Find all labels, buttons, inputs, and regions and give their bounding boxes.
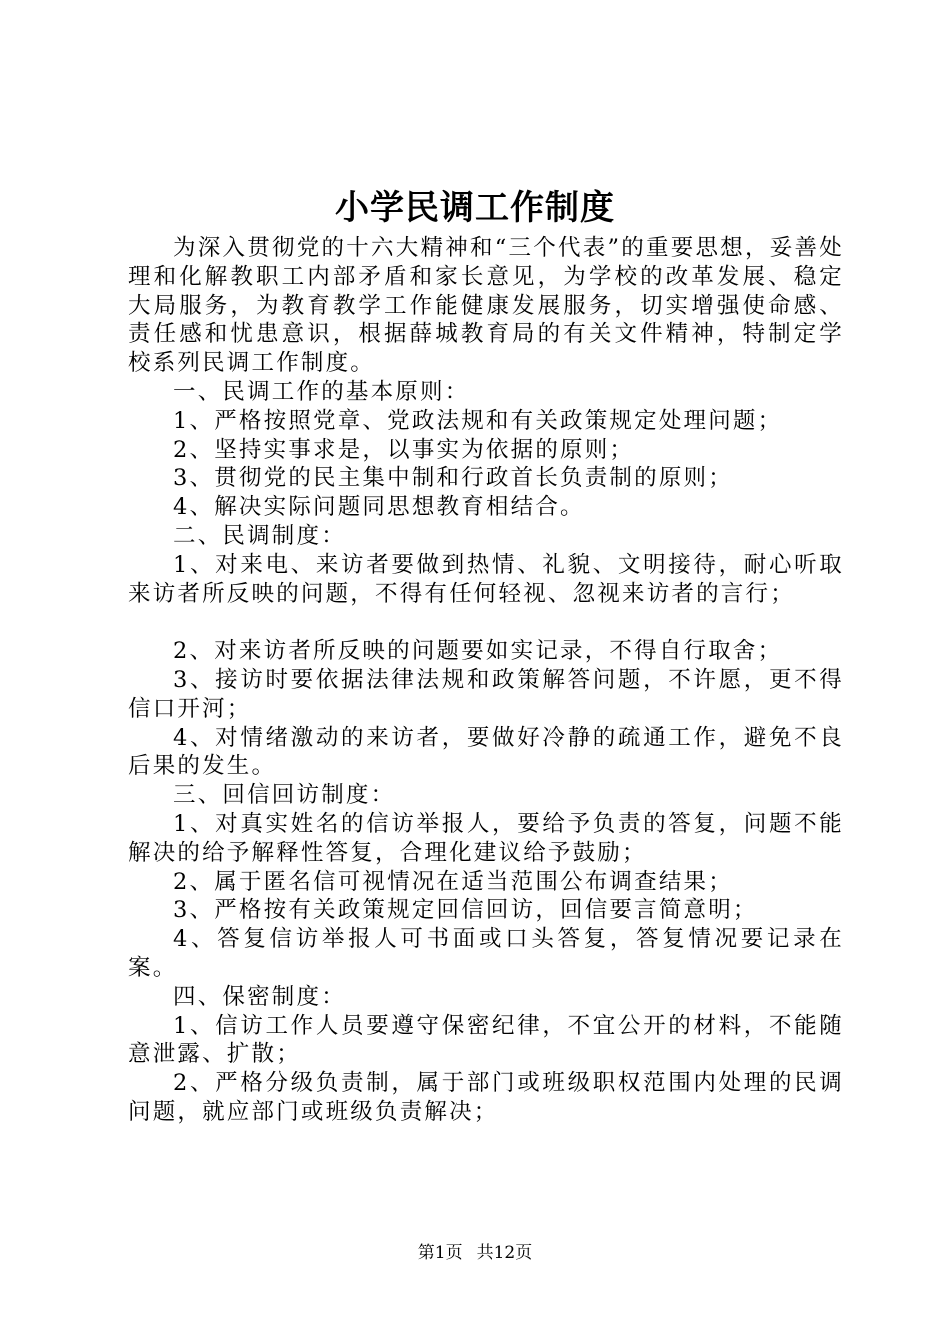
list-item: 4、解决实际问题同思想教育相结合。 [173, 494, 585, 521]
heading-section-2: 二、民调制度： [173, 522, 346, 549]
page-number: 第1页 [417, 1243, 463, 1263]
heading-section-4: 四、保密制度： [173, 983, 346, 1010]
list-item: 2、坚持实事求是，以事实为依据的原则； [173, 436, 635, 463]
blank-line [128, 608, 844, 637]
list-item: 2、对来访者所反映的问题要如实记录，不得自行取舍； [173, 638, 783, 665]
document-body [128, 234, 844, 1127]
document-title: 小学民调工作制度 [335, 188, 615, 228]
page-total: 共12页 [476, 1243, 533, 1263]
list-item: 3、贯彻党的民主集中制和行政首长负责制的原则； [173, 465, 733, 492]
list-item: 3、接访时要依据法律法规和政策解答问题，不许愿，更不得信口开河； [128, 666, 844, 722]
list-item: 3、严格按有关政策规定回信回访，回信要言简意明； [173, 897, 758, 924]
list-item: 1、对真实姓名的信访举报人，要给予负责的答复，问题不能解决的给予解释性答复，合理化建议给予鼓励； [128, 810, 844, 866]
list-item: 4、答复信访举报人可书面或口头答复，答复情况要记录在案。 [128, 926, 844, 981]
heading-section-1: 一、民调工作的基本原则： [173, 378, 470, 405]
paragraph-intro: 为深入贯彻党的十六大精神和“三个代表”的重要思想，妥善处理和化解教职工内部矛盾和家长意见，为学校的改革发展、稳定大局服务，为教育教学工作能健康发展服务，切实增强使命感、责任感和忧患意识，根据薛城教育局的有关文件精神，特制定学校系列民调工作制度。 [128, 235, 844, 377]
list-item: 2、严格分级负责制，属于部门或班级职权范围内处理的民调问题，就应部门或班级负责解决； [128, 1070, 844, 1125]
page-footer [0, 1242, 950, 1264]
list-item: 4、对情绪激动的来访者，要做好冷静的疏通工作，避免不良后果的发生。 [128, 724, 844, 780]
heading-section-3: 三、回信回访制度： [173, 782, 396, 809]
list-item: 1、对来电、来访者要做到热情、礼貌、文明接待，耐心听取来访者所反映的问题，不得有任何轻视、忽视来访者的言行； [128, 551, 844, 607]
list-item: 1、严格按照党章、党政法规和有关政策规定处理问题； [173, 407, 783, 434]
list-item: 1、信访工作人员要遵守保密纪律，不宜公开的材料，不能随意泄露、扩散； [128, 1012, 844, 1068]
list-item: 2、属于匿名信可视情况在适当范围公布调查结果； [173, 868, 733, 895]
